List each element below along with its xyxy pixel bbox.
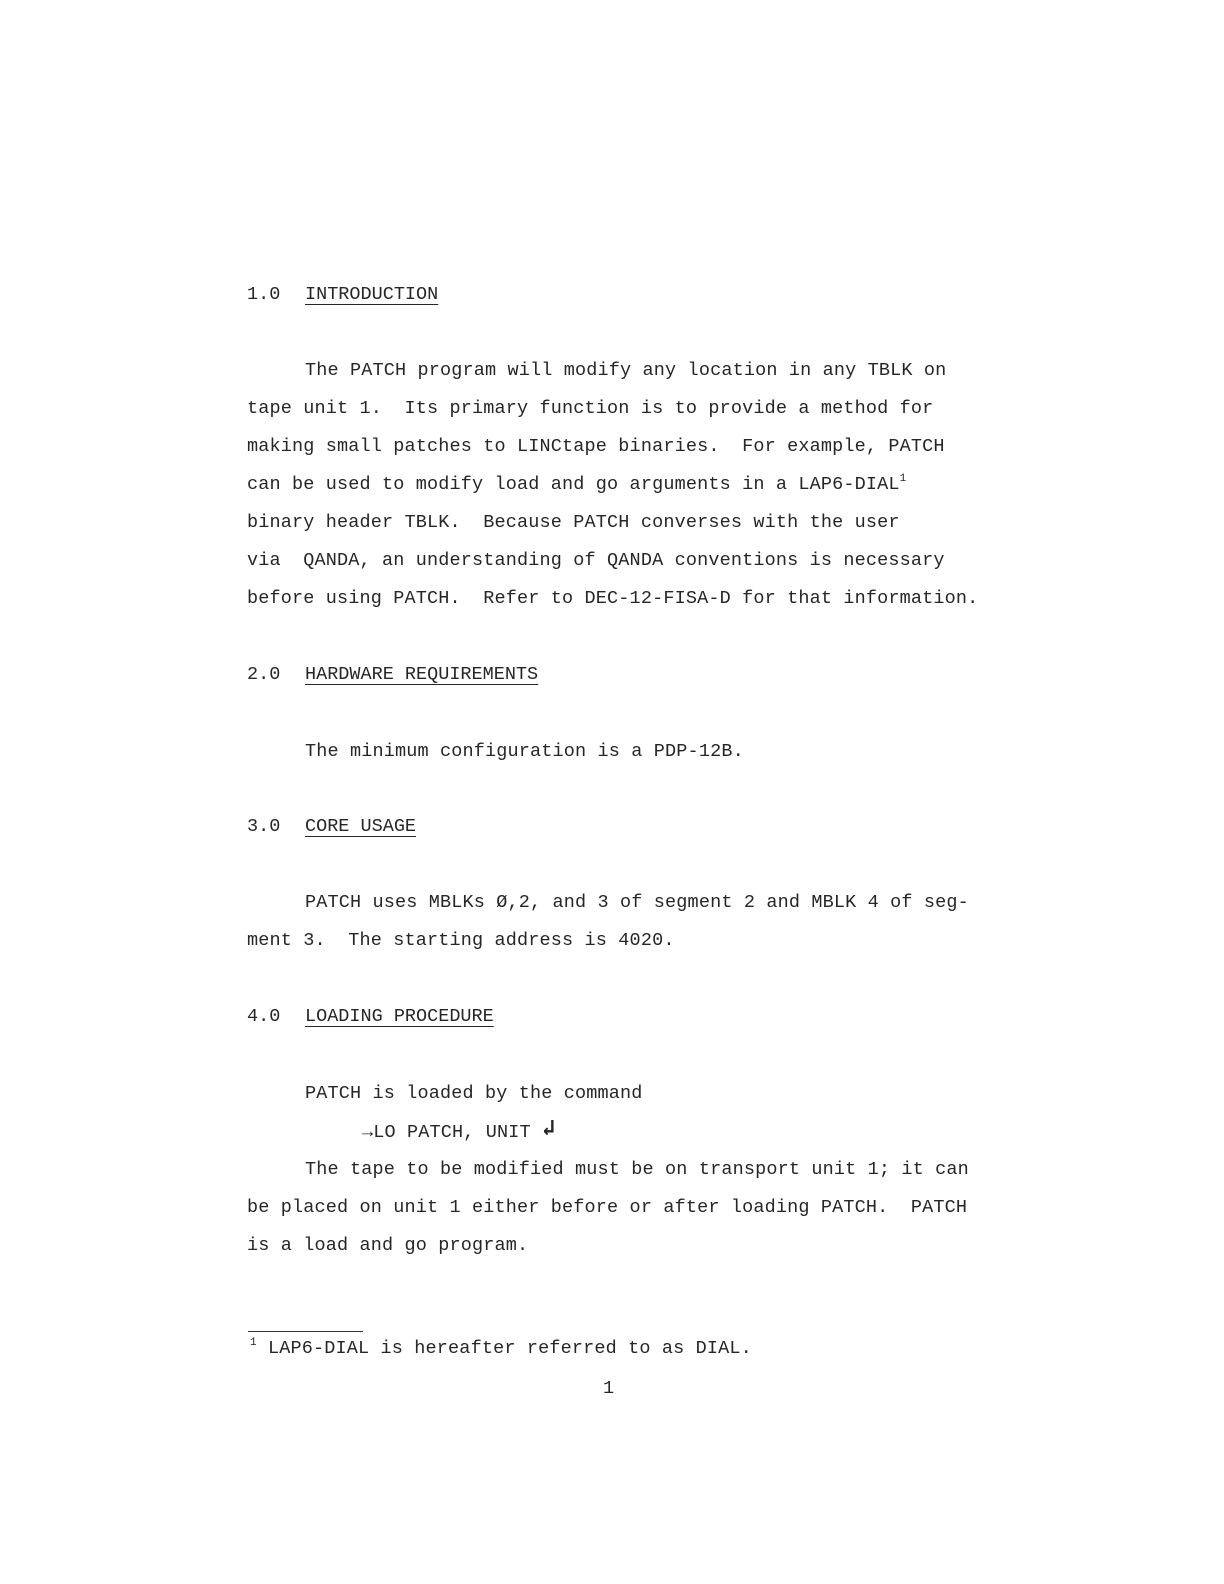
intro-line-4	[247, 474, 906, 496]
section-1-number: 1.0	[247, 284, 281, 305]
page-number: 1	[603, 1378, 615, 1399]
intro-line-4-text: can be used to modify load and go arguments in a LAP6-DIAL	[247, 474, 900, 495]
intro-line-6: via QANDA, an understanding of QANDA conventions is necessary	[247, 550, 945, 571]
section-1-title: INTRODUCTION	[305, 284, 439, 305]
footnote-divider	[248, 1331, 363, 1332]
loading-line-2: be placed on unit 1 either before or after loading PATCH. PATCH	[247, 1197, 968, 1218]
loading-command-text: →LO PATCH, UNIT	[362, 1122, 531, 1143]
loading-line-3: is a load and go program.	[247, 1235, 529, 1256]
section-4-number: 4.0	[247, 1006, 281, 1027]
footnote-text: LAP6-DIAL is hereafter referred to as DIAL.	[268, 1338, 752, 1359]
footnote-reference: 1	[899, 473, 907, 485]
footnote-marker: 1	[250, 1337, 257, 1349]
section-2-number: 2.0	[247, 664, 281, 685]
intro-line-1: The PATCH program will modify any location in any TBLK on	[305, 360, 947, 381]
loading-command	[362, 1117, 556, 1144]
intro-line-5: binary header TBLK. Because PATCH converses with the user	[247, 512, 900, 533]
intro-line-7: before using PATCH. Refer to DEC-12-FISA-D for that information.	[247, 588, 979, 609]
return-key-icon: ↲	[542, 1117, 556, 1142]
intro-line-3: making small patches to LINCtape binaries. For example, PATCH	[247, 436, 945, 457]
section-3-number: 3.0	[247, 816, 281, 837]
core-line-2: ment 3. The starting address is 4020.	[247, 930, 675, 951]
intro-line-2: tape unit 1. Its primary function is to provide a method for	[247, 398, 934, 419]
section-2-title: HARDWARE REQUIREMENTS	[305, 664, 539, 685]
loading-line-1: The tape to be modified must be on transport unit 1; it can	[305, 1159, 969, 1180]
footnote	[250, 1338, 752, 1360]
section-3-title: CORE USAGE	[305, 816, 417, 837]
section-4-title: LOADING PROCEDURE	[305, 1006, 494, 1027]
core-line-1: PATCH uses MBLKs Ø,2, and 3 of segment 2 and MBLK 4 of seg-	[305, 892, 969, 913]
hardware-text: The minimum configuration is a PDP-12B.	[305, 741, 744, 762]
loading-intro: PATCH is loaded by the command	[305, 1083, 643, 1104]
